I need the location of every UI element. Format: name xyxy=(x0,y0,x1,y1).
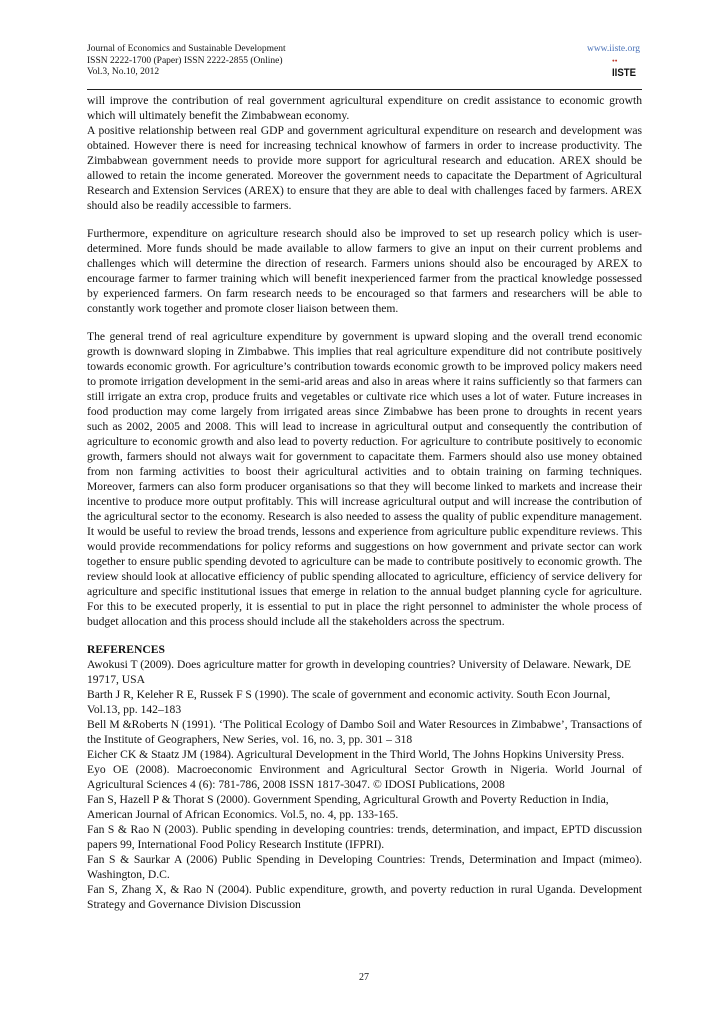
references-heading: REFERENCES xyxy=(87,643,165,656)
journal-url[interactable]: www.iiste.org xyxy=(586,44,640,54)
iiste-logo xyxy=(612,56,636,78)
header-rule xyxy=(87,89,642,90)
paragraph-research-dev: A positive relationship between real GDP and government agricultural expenditure on research and development was obtained. However there is need for increasing technical knowhow of farmers in order to increase productivity. The Zimbabwean government needs to provide more support for agricultural research and education. AREX should be allowed to retain the income generated. Moreover the government needs to capacitate the Department of Agricultural Research and Extension Services (AREX) to ensure that they are able to deal with challenges faced by farmers. AREX should also be readily accessible to farmers. xyxy=(87,124,642,212)
reference-item: Awokusi T (2009). Does agriculture matter for growth in developing countries? University of Delaware. Newark, DE 19717, USA xyxy=(87,658,631,686)
reference-item: Eyo OE (2008). Macroeconomic Environment and Agricultural Sector Growth in Nigeria. World Journal of Agricultural Sciences 4 (6): 781-786, 2008 ISSN 1817-3047. © IDOSI Publications, 2008 xyxy=(87,763,642,791)
reference-item: Barth J R, Keleher R E, Russek F S (1990). The scale of government and economic activity. South Econ Journal, Vol.13, pp. 142–183 xyxy=(87,688,611,716)
journal-issn: ISSN 2222-1700 (Paper) ISSN 2222-2855 (Online) xyxy=(87,55,283,66)
paragraph-continuation: will improve the contribution of real government agricultural expenditure on credit assistance to economic growth which will ultimately benefit the Zimbabwean economy. xyxy=(87,94,642,122)
main-content xyxy=(87,93,642,912)
logo-text: IISTE xyxy=(612,67,636,79)
svg-text:●●: ●● xyxy=(612,58,618,63)
journal-title: Journal of Economics and Sustainable Development xyxy=(87,44,286,54)
reference-item: Bell M &Roberts N (1991). ‘The Political Ecology of Dambo Soil and Water Resources in Zimbabwe’, Transactions of the Institute of Geographers, New Series, vol. 16, no. 3, pp. 301 – 318 xyxy=(87,718,642,746)
journal-volume: Vol.3, No.10, 2012 xyxy=(87,67,160,77)
reference-item: Eicher CK & Staatz JM (1984). Agricultural Development in the Third World, The Johns Hopkins University Press. xyxy=(87,748,625,761)
reference-item: Fan S & Saurkar A (2006) Public Spending in Developing Countries: Trends, Determination and Impact (mimeo). Washington, D.C. xyxy=(87,853,642,881)
page-number: 27 xyxy=(359,972,369,983)
paragraph-general-trend: The general trend of real agriculture expenditure by government is upward sloping and the overall trend economic growth is downward sloping in Zimbabwe. This implies that real agriculture expenditure did not contribute positively towards economic growth. For agriculture’s contribution towards economic growth to be improved policy makers need to promote irrigation development in the semi-arid areas and also in areas where it rains sufficiently so that farmers can still irrigate an extra crop, produce fruits and vegetables or cultivate rice which uses a lot of water. Future increases in food production may come largely from irrigated areas since Zimbabwe has been prone to droughts in recent years such as 2002, 2005 and 2008. This will lead to increase in agricultural output and consequently the contribution of agriculture to economic growth and also lead to poverty reduction. For agriculture to contribute positively to economic growth, farmers should not always wait for government to capacitate them. Farmers should also use money obtained from non farming activities to boost their agricultural activities and to obtain training on farming techniques. Moreover, farmers can also form producer organisations so that they will become linked to markets and increase their incentive to produce more output profitably. This will increase agricultural output and will increase the contribution of the agricultural sector to the economy. Research is also needed to assess the quality of public expenditure management. It would be useful to review the broad trends, lessons and experience from agriculture public expenditure reviews. This would provide recommendations for policy reforms and suggestions on how government and private sector can work together to ensure public spending devoted to agriculture can be made to contribute positively to economic growth. The review should look at allocative efficiency of public spending allocated to agriculture, efficiency of service delivery for agriculture and specific institutional issues that emerge in relation to the annual budget planning cycle for agriculture. For this to be executed properly, it is essential to put in place the right personnel to administer the whole process of budget allocation and this process should include all the stakeholders across the spectrum. xyxy=(87,330,642,628)
paragraph-research-policy: Furthermore, expenditure on agriculture research should also be improved to set up research policy which is user-determined. More funds should be made available to allow farmers to give an input on their current problems and challenges which will determine the direction of research. Farmers unions should also be encouraged by AREX to encourage farmer to farmer training which will benefit inexperienced farmer from the practical knowledge possessed by experienced farmers. On farm research needs to be encouraged so that farmers and researchers will be able to constantly work together and promote closer liaison between them. xyxy=(87,227,642,315)
reference-item: Fan S, Hazell P & Thorat S (2000). Government Spending, Agricultural Growth and Poverty Reduction in India, American Journal of African Economics. Vol.5, no. 4, pp. 133-165. xyxy=(87,793,609,821)
reference-item: Fan S & Rao N (2003). Public spending in developing countries: trends, determination, and impact, EPTD discussion papers 99, International Food Policy Research Institute (IFPRI). xyxy=(87,823,642,851)
reference-item: Fan S, Zhang X, & Rao N (2004). Public expenditure, growth, and poverty reduction in rural Uganda. Development Strategy and Governance Division Discussion xyxy=(87,883,642,911)
